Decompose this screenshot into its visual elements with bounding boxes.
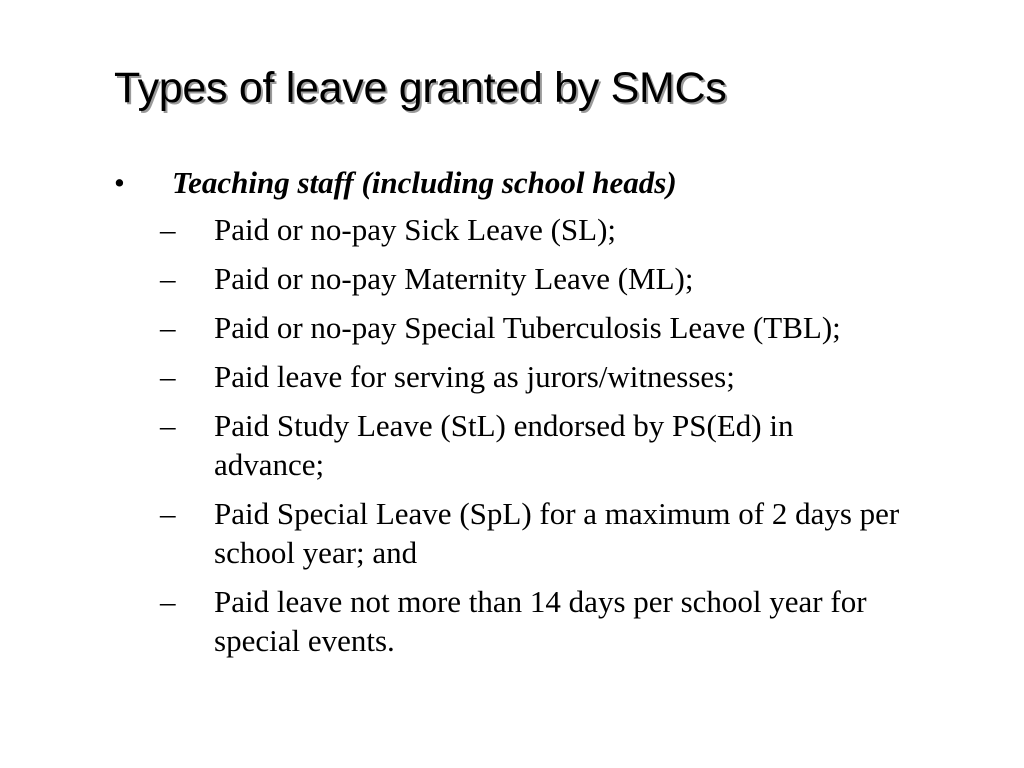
list-item-special-events-leave [160, 582, 910, 660]
list-item-text: Paid or no-pay Special Tuberculosis Leave (TBL); [214, 310, 841, 345]
bullet-text: Teaching staff (including school heads) [172, 165, 677, 200]
list-item-text: Paid Special Leave (SpL) for a maximum of 2 days per school year; and [214, 496, 900, 570]
slide-title: Types of leave granted by SMCs [114, 64, 727, 112]
dash-marker: – [160, 261, 176, 296]
dash-marker: – [160, 584, 176, 619]
list-item-text: Paid leave not more than 14 days per school year for special events. [214, 584, 867, 658]
list-item-text: Paid or no-pay Sick Leave (SL); [214, 212, 617, 247]
list-item-study-leave [160, 406, 910, 484]
list-item-sick-leave [160, 210, 910, 249]
list-item-maternity-leave [160, 259, 910, 298]
list-item-juror-leave [160, 357, 910, 396]
dash-marker: – [160, 212, 176, 247]
list-item-text: Paid leave for serving as jurors/witnesses; [214, 359, 735, 394]
list-item-special-leave [160, 494, 910, 572]
list-item-text: Paid Study Leave (StL) endorsed by PS(Ed) in advance; [214, 408, 794, 482]
dash-marker: – [160, 359, 176, 394]
leave-types-list [160, 210, 910, 670]
dash-marker: – [160, 496, 176, 531]
list-item-tuberculosis-leave [160, 308, 910, 347]
list-item-text: Paid or no-pay Maternity Leave (ML); [214, 261, 694, 296]
bullet-marker: • [114, 165, 125, 200]
dash-marker: – [160, 408, 176, 443]
dash-marker: – [160, 310, 176, 345]
